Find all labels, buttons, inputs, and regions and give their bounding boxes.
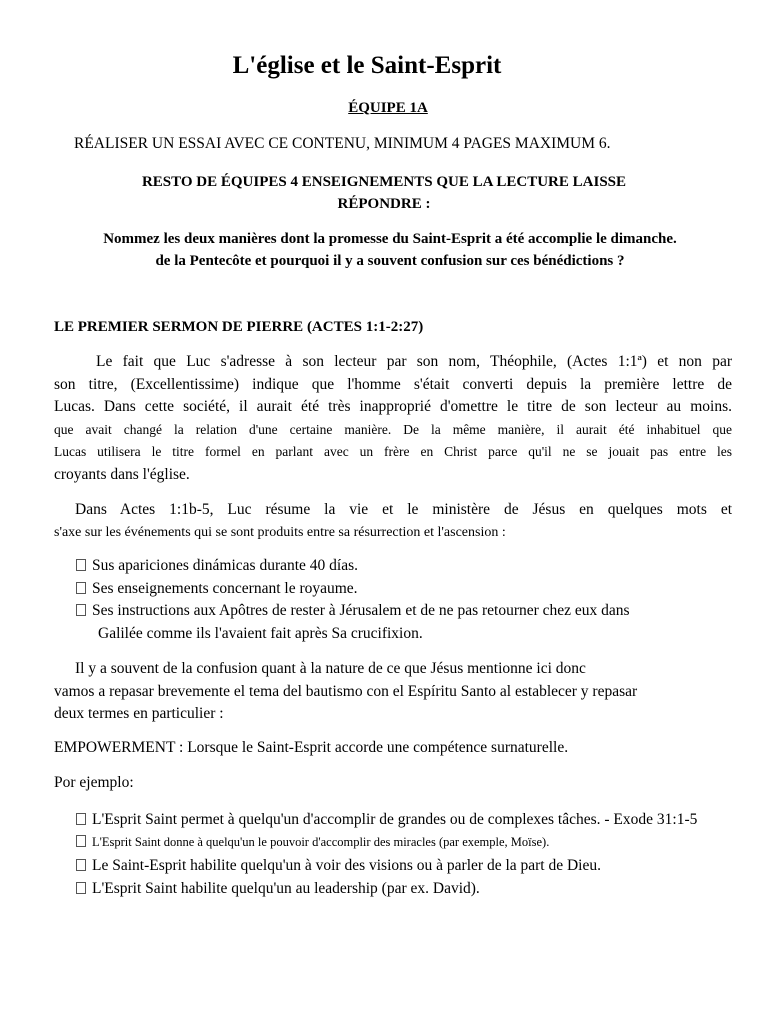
paragraph-1 xyxy=(54,351,732,486)
paragraph-3-line-1: Il y a souvent de la confusion quant à la nature de ce que Jésus mentionne ici donc xyxy=(75,660,586,677)
paragraph-3-line-2: vamos a repasar brevemente el tema del bautismo con el Espíritu Santo al establecer y repasar xyxy=(54,682,638,700)
bullet-box-icon xyxy=(76,882,86,894)
paragraph-2-line-1: Dans Actes 1:1b-5, Luc résume la vie et le ministère de Jésus en quelques mots et xyxy=(75,501,732,518)
bullet-list-2 xyxy=(76,808,736,900)
list-item: L'Esprit Saint habilite quelqu'un au leadership (par ex. David). xyxy=(76,877,736,900)
list-item: L'Esprit Saint permet à quelqu'un d'accomplir de grandes ou de complexes tâches. - Exode 31:1-5 xyxy=(76,808,736,831)
paragraph-1-line-3: Lucas. Dans cette société, il aurait été très inapproprié d'omettre le titre de son lecteur au moins. xyxy=(54,398,732,415)
list-item: Sus apariciones dinámicas durante 40 días. xyxy=(76,555,736,578)
list-item: Ses instructions aux Apôtres de rester à Jérusalem et de ne pas retourner chez eux dans xyxy=(76,600,736,623)
paragraph-1-line-6: croyants dans l'église. xyxy=(54,465,190,483)
bullet-box-icon xyxy=(76,859,86,871)
paragraph-3 xyxy=(54,658,732,726)
paragraph-1-line-1: Le fait que Luc s'adresse à son lecteur par son nom, Théophile, (Actes 1:1ª) et non par xyxy=(96,353,732,370)
document-title: L'église et le Saint-Esprit xyxy=(232,52,502,79)
bullet-box-icon xyxy=(76,604,86,616)
paragraph-2-line-2: s'axe sur les événements qui se sont produits entre sa résurrection et l'ascension : xyxy=(54,524,506,540)
rest-line-1: RESTO DE ÉQUIPES 4 ENSEIGNEMENTS QUE LA LECTURE LAISSE xyxy=(141,174,627,190)
bullet-box-icon xyxy=(76,813,86,825)
question-line-1: Nommez les deux manières dont la promesse du Saint-Esprit a été accomplie le dimanche. xyxy=(103,231,677,247)
team-label: ÉQUIPE 1A xyxy=(348,100,428,116)
rest-line-2: RÉPONDRE : xyxy=(337,196,431,212)
rest-teams-instruction xyxy=(0,171,768,215)
bullet-list-1 xyxy=(76,555,736,645)
list-item-continuation: Galilée comme ils l'avaient fait après Sa crucifixion. xyxy=(98,624,423,642)
bullet-box-icon xyxy=(76,835,86,847)
paragraph-1-line-2: son titre, (Excellentissime) indique que l'homme s'était converti depuis la première lettre de xyxy=(54,375,732,393)
bullet-box-icon xyxy=(76,559,86,571)
paragraph-1-line-5: Lucas utilisera le titre formel en parlant avec un frère en Christ parce qu'il ne se jouait pas entre les xyxy=(54,444,732,459)
paragraph-2 xyxy=(54,499,732,544)
empowerment-definition: EMPOWERMENT : Lorsque le Saint-Esprit accorde une compétence surnaturelle. xyxy=(54,739,569,756)
list-item: L'Esprit Saint donne à quelqu'un le pouvoir d'accomplir des miracles (par exemple, Moïse). xyxy=(76,831,736,854)
paragraph-1-line-4: que avait changé la relation d'une certaine manière. De la même manière, il aurait été inhabituel que xyxy=(54,421,732,437)
list-item: Le Saint-Esprit habilite quelqu'un à voir des visions ou à parler de la part de Dieu. xyxy=(76,854,736,877)
section-heading: LE PREMIER SERMON DE PIERRE (ACTES 1:1-2:27) xyxy=(54,319,424,335)
task-instruction: RÉALISER UN ESSAI AVEC CE CONTENU, MINIMUM 4 PAGES MAXIMUM 6. xyxy=(74,135,611,152)
paragraph-3-line-3: deux termes en particulier : xyxy=(54,705,224,722)
list-item: Ses enseignements concernant le royaume. xyxy=(76,578,736,601)
question-line-2: de la Pentecôte et pourquoi il y a souvent confusion sur ces bénédictions ? xyxy=(155,253,625,269)
example-label: Por ejemplo: xyxy=(54,774,134,791)
bullet-box-icon xyxy=(76,582,86,594)
question-text xyxy=(0,228,768,272)
